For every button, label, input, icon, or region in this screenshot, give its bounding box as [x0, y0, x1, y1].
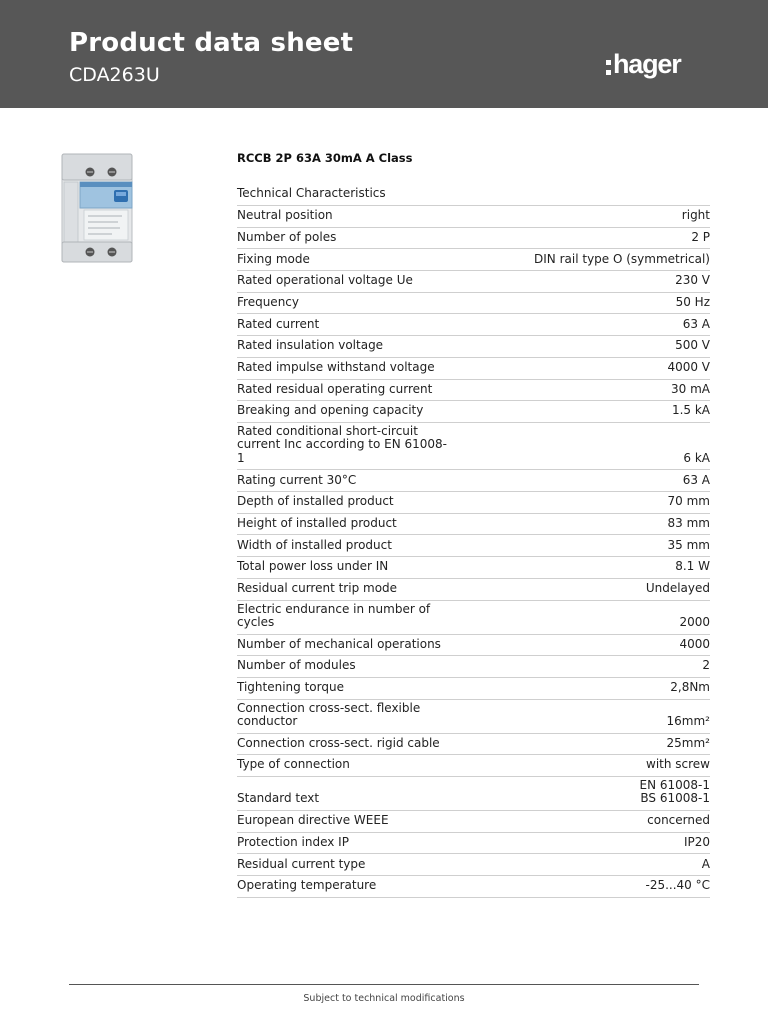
spec-value: 8.1 W: [675, 559, 710, 574]
spec-row: [237, 249, 710, 271]
spec-row: [237, 601, 710, 635]
spec-row: [237, 876, 710, 898]
spec-value: DIN rail type O (symmetrical): [534, 251, 710, 266]
footer-note: Subject to technical modifications: [303, 993, 465, 1004]
spec-label: Total power loss under IN: [237, 559, 389, 574]
spec-value: 63 A: [682, 316, 710, 331]
spec-label: Rated operational voltage Ue: [237, 273, 413, 288]
spec-label: Connection cross-sect. flexible conductor: [237, 700, 421, 729]
spec-value: IP20: [683, 834, 710, 849]
spec-label: Depth of installed product: [237, 494, 394, 509]
spec-value: 230 V: [675, 273, 710, 288]
spec-row: [237, 656, 710, 678]
spec-label: Rated conditional short-circuit current Inc according to EN 61008-1: [237, 423, 447, 465]
spec-value: 16mm²: [666, 714, 710, 729]
spec-row: [237, 358, 710, 380]
spec-label: Neutral position: [237, 208, 333, 223]
spec-value: 2,8Nm: [670, 680, 710, 695]
spec-value: 1.5 kA: [671, 403, 710, 418]
spec-value: EN 61008-1 BS 61008-1: [639, 777, 710, 806]
spec-value: 2000: [679, 615, 710, 629]
spec-row: [237, 293, 710, 315]
spec-value: A: [701, 856, 710, 871]
spec-value: 2 P: [691, 229, 710, 244]
spec-label: Fixing mode: [237, 251, 310, 266]
spec-value: 35 mm: [667, 537, 710, 552]
spec-value: 83 mm: [667, 515, 710, 530]
logo-text: hager: [613, 49, 681, 79]
spec-label: Number of modules: [237, 658, 356, 673]
spec-label: Residual current type: [237, 856, 366, 871]
spec-row: [237, 423, 710, 471]
section-title: Technical Characteristics: [237, 185, 710, 206]
spec-label: Electric endurance in number of cycles: [237, 601, 431, 629]
spec-value: 500 V: [675, 338, 710, 353]
footer-divider: [69, 984, 699, 985]
spec-row: [237, 755, 710, 777]
page-header: [0, 0, 768, 108]
spec-value: right: [681, 208, 710, 223]
spec-label: Tightening torque: [237, 680, 344, 695]
spec-label: Operating temperature: [237, 878, 377, 893]
spec-label: Rated insulation voltage: [237, 338, 384, 353]
spec-row: [237, 492, 710, 514]
spec-value: 2: [702, 658, 710, 673]
spec-row: [237, 380, 710, 402]
spec-row: [237, 514, 710, 536]
spec-label: Rating current 30°C: [237, 472, 357, 487]
product-reference: CDA263U: [69, 64, 160, 86]
spec-value: 6 kA: [683, 450, 710, 465]
spec-label: Number of mechanical operations: [237, 636, 441, 651]
spec-value: Undelayed: [645, 581, 710, 595]
product-image: [60, 152, 178, 266]
spec-label: Rated residual operating current: [237, 381, 433, 396]
spec-label: Type of connection: [237, 757, 350, 772]
spec-row: [237, 401, 710, 423]
spec-row: [237, 314, 710, 336]
technical-characteristics: [237, 185, 710, 898]
spec-row: [237, 271, 710, 293]
spec-row: [237, 777, 710, 811]
spec-row: [237, 854, 710, 876]
product-name: RCCB 2P 63A 30mA A Class: [237, 151, 413, 165]
spec-label: Breaking and opening capacity: [237, 403, 424, 418]
spec-row: [237, 336, 710, 358]
spec-label: European directive WEEE: [237, 813, 389, 828]
spec-label: Width of installed product: [237, 537, 392, 552]
spec-value: 4000 V: [667, 360, 710, 374]
hager-logo: [606, 49, 681, 86]
spec-label: Protection index IP: [237, 834, 349, 849]
spec-row: [237, 678, 710, 700]
spec-row: [237, 579, 710, 601]
spec-value: 50 Hz: [675, 294, 710, 309]
spec-row: [237, 833, 710, 855]
spec-row: [237, 811, 710, 833]
page-title: Product data sheet: [69, 28, 354, 58]
spec-row: [237, 700, 710, 734]
spec-row: [237, 228, 710, 250]
spec-label: Standard text: [237, 791, 320, 806]
spec-row: [237, 535, 710, 557]
logo-dots-icon: [606, 60, 611, 75]
spec-value: 70 mm: [667, 494, 710, 509]
spec-label: Residual current trip mode: [237, 581, 398, 595]
spec-label: Frequency: [237, 294, 299, 309]
spec-row: [237, 557, 710, 579]
spec-row: [237, 470, 710, 492]
spec-label: Number of poles: [237, 229, 337, 244]
spec-value: 25mm²: [666, 735, 710, 750]
spec-row: [237, 635, 710, 657]
spec-row: [237, 734, 710, 756]
spec-value: concerned: [647, 813, 710, 828]
spec-row: [237, 206, 710, 228]
spec-label: Height of installed product: [237, 515, 397, 530]
spec-value: -25...40 °C: [645, 878, 710, 893]
spec-label: Rated impulse withstand voltage: [237, 360, 435, 374]
spec-value: with screw: [646, 757, 710, 772]
spec-value: 4000: [679, 636, 710, 651]
spec-label: Rated current: [237, 316, 320, 331]
spec-table: [237, 206, 710, 898]
spec-value: 30 mA: [671, 381, 710, 396]
spec-label: Connection cross-sect. rigid cable: [237, 735, 440, 750]
spec-value: 63 A: [682, 472, 710, 487]
